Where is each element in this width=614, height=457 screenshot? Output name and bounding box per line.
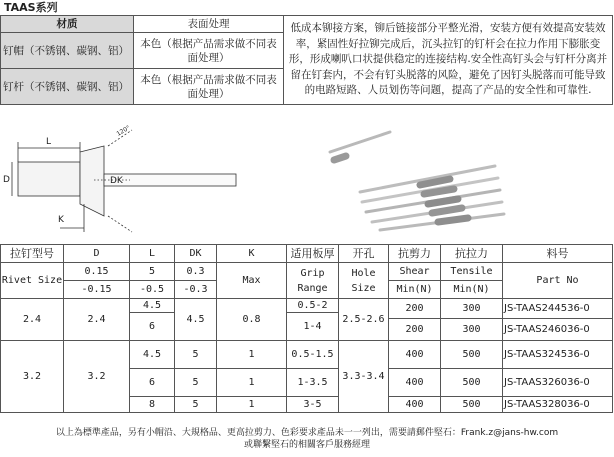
spec-header-row-cn	[1, 245, 613, 263]
footer-note	[0, 427, 614, 451]
l-cell: 8	[130, 397, 175, 413]
dk-tol-minus: -0.3	[175, 281, 217, 299]
d-cell: 3.2	[64, 341, 130, 413]
col-header-rivet-model: 拉钉型号	[1, 245, 64, 263]
rivet-mandrel	[104, 174, 236, 186]
tensile-cell: 500	[441, 341, 503, 369]
part-no-cell: JS-TAAS244536-0	[503, 299, 613, 319]
l-tol-plus: 5	[130, 263, 175, 281]
l-cell: 6	[130, 313, 175, 341]
part-no-cell: JS-TAAS328036-0	[503, 397, 613, 413]
surface-cell: 本色（根据产品需求做不同表面处理）	[134, 69, 284, 105]
grip-cell: 3-5	[287, 397, 339, 413]
shear-cell: 200	[389, 319, 441, 341]
rivet-size-cell: 2.4	[1, 299, 64, 341]
col-header-l: L	[130, 245, 175, 263]
material-header: 材质	[1, 16, 134, 33]
col-header-hole: 开孔	[339, 245, 389, 263]
k-max-header: Max	[217, 263, 287, 299]
rivet-product-photo	[320, 122, 510, 240]
part-no-cell: JS-TAAS324536-0	[503, 341, 613, 369]
tensile-cell: 300	[441, 319, 503, 341]
dk-cell: 5	[175, 369, 217, 397]
page-title: TAAS系列	[4, 1, 58, 14]
shear-unit: Min(N)	[389, 281, 441, 299]
grip-cell: 0.5-2	[287, 299, 339, 313]
k-label: K	[58, 215, 64, 225]
k-cell: 0.8	[217, 299, 287, 341]
shear-cell: 400	[389, 397, 441, 413]
spec-header-row-en	[1, 263, 613, 281]
shear-cell: 400	[389, 341, 441, 369]
grip-cell: 1-4	[287, 313, 339, 341]
tensile-cell: 500	[441, 369, 503, 397]
l-cell: 4.5	[130, 341, 175, 369]
rivet-size-header: Rivet Size	[1, 263, 64, 299]
col-header-dk: DK	[175, 245, 217, 263]
d-label: D	[3, 175, 10, 185]
k-cell: 1	[217, 369, 287, 397]
table-row	[1, 341, 613, 369]
tensile-cell: 500	[441, 397, 503, 413]
d-tol-plus: 0.15	[64, 263, 130, 281]
part-no-header: Part No	[503, 263, 613, 299]
grip-cell: 0.5-1.5	[287, 341, 339, 369]
l-label: L	[46, 137, 52, 147]
k-cell: 1	[217, 341, 287, 369]
col-header-grip: 适用板厚	[287, 245, 339, 263]
grip-range-header: Grip Range	[287, 263, 339, 299]
material-cell: 钉杆（不锈钢、碳钢、铝）	[1, 69, 134, 105]
col-header-d: D	[64, 245, 130, 263]
table-row	[1, 299, 613, 313]
dk-cell: 5	[175, 341, 217, 369]
footer-line-1: 以上為標準產品，另有小帽沿、大規格品、更高拉剪力、色彩要求產品未一一列出，需要請郵件堅石：Frank.z@jans-hw.com	[55, 428, 559, 438]
info-table	[0, 15, 613, 105]
dk-tol-plus: 0.3	[175, 263, 217, 281]
surface-header: 表面处理	[134, 16, 284, 33]
hole-size-header: Hole Size	[339, 263, 389, 299]
l-cell: 6	[130, 369, 175, 397]
grip-cell: 1-3.5	[287, 369, 339, 397]
l-cell: 4.5	[130, 299, 175, 313]
angle-label: 120°	[115, 124, 132, 138]
col-header-tensile: 抗拉力	[441, 245, 503, 263]
material-cell: 钉帽（不锈钢、碳钢、铝）	[1, 33, 134, 69]
l-tol-minus: -0.5	[130, 281, 175, 299]
info-header-row	[1, 16, 613, 33]
tensile-header: Tensile	[441, 263, 503, 281]
rivet-size-cell: 3.2	[1, 341, 64, 413]
rivet-dimension-diagram	[0, 122, 245, 240]
col-header-shear: 抗剪力	[389, 245, 441, 263]
k-cell: 1	[217, 397, 287, 413]
footer-line-2: 或聯繫堅石的相關客戶服務經理	[243, 440, 370, 450]
surface-cell: 本色（根据产品需求做不同表面处理）	[134, 33, 284, 69]
tensile-cell: 300	[441, 299, 503, 319]
shear-cell: 200	[389, 299, 441, 319]
dk-label: DK	[110, 176, 123, 186]
part-no-cell: JS-TAAS246036-0	[503, 319, 613, 341]
part-no-cell: JS-TAAS326036-0	[503, 369, 613, 397]
spec-table	[0, 244, 613, 413]
col-header-part-no: 料号	[503, 245, 613, 263]
hole-cell: 3.3-3.4	[339, 341, 389, 413]
d-tol-minus: -0.15	[64, 281, 130, 299]
d-cell: 2.4	[64, 299, 130, 341]
dk-cell: 5	[175, 397, 217, 413]
dk-cell: 4.5	[175, 299, 217, 341]
product-description: 低成本铆接方案，铆后链接部分平整光滑，安装方便有效提高安装效率，紧固性好拉铆完成后，沉头拉钉的钉杆会在拉力作用下膨胀变形，形成喇叭口状提供稳定的连接结构.安全性高钉头会与钉杆分离并留在钉套内，不会有钉头脱落的风险，避免了因钉头脱落而可能导致的电路短路、人员划伤等问题，提高了产品的安全性和可靠性.	[284, 16, 613, 105]
shear-cell: 400	[389, 369, 441, 397]
tensile-unit: Min(N)	[441, 281, 503, 299]
shear-header: Shear	[389, 263, 441, 281]
hole-cell: 2.5-2.6	[339, 299, 389, 341]
rivet-body	[18, 162, 80, 196]
col-header-k: K	[217, 245, 287, 263]
